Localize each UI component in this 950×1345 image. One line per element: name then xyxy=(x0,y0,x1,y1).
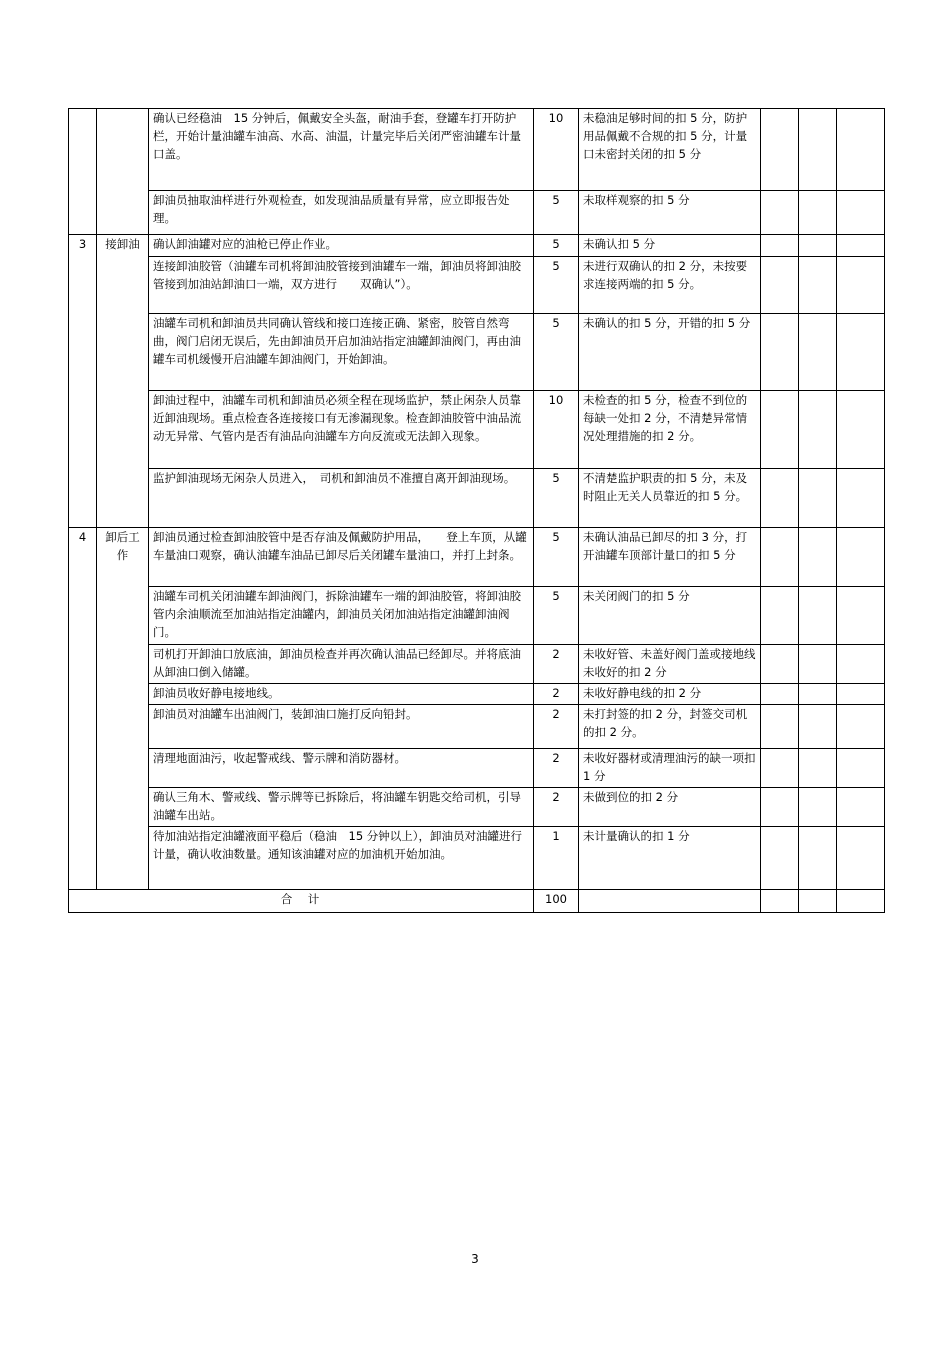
blank-cell xyxy=(761,749,799,788)
table-row xyxy=(69,645,885,684)
total-row xyxy=(69,890,885,913)
step-description: 清理地面油污，收起警戒线、警示牌和消防器材。 xyxy=(149,749,534,788)
blank-cell xyxy=(837,314,885,391)
score-value: 5 xyxy=(534,469,579,528)
blank-cell xyxy=(761,191,799,235)
blank-cell xyxy=(837,109,885,191)
score-value: 2 xyxy=(534,749,579,788)
step-description: 监护卸油现场无闲杂人员进入， 司机和卸油员不准擅自离开卸油现场。 xyxy=(149,469,534,528)
blank-cell xyxy=(761,528,799,587)
step-description: 确认卸油罐对应的油枪已停止作业。 xyxy=(149,235,534,257)
blank-cell xyxy=(761,788,799,827)
score-value: 2 xyxy=(534,788,579,827)
step-description: 确认已经稳油 15 分钟后，佩戴安全头盔，耐油手套，登罐车打开防护栏，开始计量油罐车油高、水高、油温，计量完毕后关闭严密油罐车计量口盖。 xyxy=(149,109,534,191)
deduction-criteria: 未收好静电线的扣 2 分 xyxy=(579,684,761,705)
total-score: 100 xyxy=(534,890,579,913)
score-value: 5 xyxy=(534,314,579,391)
blank-cell xyxy=(761,109,799,191)
blank-cell xyxy=(837,827,885,890)
deduction-criteria: 未收好器材或清理油污的缺一项扣 1 分 xyxy=(579,749,761,788)
page-number: 3 xyxy=(471,1252,479,1266)
blank-cell xyxy=(761,827,799,890)
blank-cell xyxy=(799,890,837,913)
table-row xyxy=(69,257,885,314)
blank-cell xyxy=(761,684,799,705)
blank-cell xyxy=(837,391,885,469)
table-row xyxy=(69,528,885,587)
table-row xyxy=(69,827,885,890)
blank-cell xyxy=(799,827,837,890)
step-description: 待加油站指定油罐液面平稳后（稳油 15 分钟以上），卸油员对油罐进行计量，确认收油数量。通知该油罐对应的加油机开始加油。 xyxy=(149,827,534,890)
deduction-criteria: 不清楚监护职责的扣 5 分，未及时阻止无关人员靠近的扣 5 分。 xyxy=(579,469,761,528)
step-description: 卸油员对油罐车出油阀门，装卸油口施打反向铅封。 xyxy=(149,705,534,749)
table-row xyxy=(69,749,885,788)
blank-cell xyxy=(799,391,837,469)
table-row xyxy=(69,788,885,827)
table-row xyxy=(69,314,885,391)
table-row xyxy=(69,109,885,191)
blank-cell xyxy=(761,587,799,645)
blank-cell xyxy=(837,890,885,913)
blank-cell xyxy=(837,705,885,749)
blank-cell xyxy=(837,191,885,235)
table-row xyxy=(69,235,885,257)
blank-cell xyxy=(799,314,837,391)
step-description: 连接卸油胶管（油罐车司机将卸油胶管接到油罐车一端，卸油员将卸油胶管接到加油站卸油口一端，双方进行 双确认”）。 xyxy=(149,257,534,314)
table-row xyxy=(69,391,885,469)
step-description: 油罐车司机和卸油员共同确认管线和接口连接正确、紧密，胶管自然弯曲，阀门启闭无误后，先由卸油员开启加油站指定油罐卸油阀门，再由油罐车司机缓慢开启油罐车卸油阀门，开始卸油。 xyxy=(149,314,534,391)
total-label: 合 计 xyxy=(69,890,534,913)
item-number: 4 xyxy=(69,528,97,890)
step-description: 油罐车司机关闭油罐车卸油阀门，拆除油罐车一端的卸油胶管，将卸油胶管内余油顺流至加油站指定油罐内，卸油员关闭加油站指定油罐卸油阀门。 xyxy=(149,587,534,645)
deduction-criteria: 未计量确认的扣 1 分 xyxy=(579,827,761,890)
blank-cell xyxy=(761,890,799,913)
score-value: 5 xyxy=(534,235,579,257)
score-value: 2 xyxy=(534,705,579,749)
blank-cell xyxy=(761,257,799,314)
step-description: 卸油员通过检查卸油胶管中是否存油及佩戴防护用品， 登上车顶，从罐车量油口观察，确认油罐车油品已卸尽后关闭罐车量油口，并打上封条。 xyxy=(149,528,534,587)
deduction-criteria: 未确认扣 5 分 xyxy=(579,235,761,257)
item-number: 3 xyxy=(69,235,97,528)
deduction-criteria: 未进行双确认的扣 2 分，未按要求连接两端的扣 5 分。 xyxy=(579,257,761,314)
blank-cell xyxy=(761,645,799,684)
table-row xyxy=(69,191,885,235)
blank-cell xyxy=(799,469,837,528)
table-row xyxy=(69,684,885,705)
deduction-criteria: 未稳油足够时间的扣 5 分，防护用品佩戴不合规的扣 5 分，计量口未密封关闭的扣 5 分 xyxy=(579,109,761,191)
step-description: 确认三角木、警戒线、警示牌等已拆除后，将油罐车钥匙交给司机，引导油罐车出站。 xyxy=(149,788,534,827)
blank-cell xyxy=(799,645,837,684)
blank-cell xyxy=(837,684,885,705)
blank-cell xyxy=(799,235,837,257)
step-description: 卸油过程中，油罐车司机和卸油员必须全程在现场监护，禁止闲杂人员靠近卸油现场。重点检查各连接接口有无渗漏现象。检查卸油胶管中油品流动无异常、气管内是否有油品向油罐车方向反流或无法卸入现象。 xyxy=(149,391,534,469)
deduction-criteria: 未确认的扣 5 分，开错的扣 5 分 xyxy=(579,314,761,391)
score-value: 2 xyxy=(534,684,579,705)
blank-cell xyxy=(761,391,799,469)
step-description: 卸油员抽取油样进行外观检查，如发现油品质量有异常，应立即报告处理。 xyxy=(149,191,534,235)
blank-cell xyxy=(761,314,799,391)
score-value: 2 xyxy=(534,645,579,684)
stage-label xyxy=(97,109,149,235)
blank-cell xyxy=(837,469,885,528)
blank-cell xyxy=(579,890,761,913)
stage-label: 接卸油 xyxy=(97,235,149,528)
blank-cell xyxy=(761,705,799,749)
blank-cell xyxy=(799,684,837,705)
scoring-table xyxy=(68,108,885,913)
blank-cell xyxy=(837,528,885,587)
score-value: 10 xyxy=(534,109,579,191)
blank-cell xyxy=(837,235,885,257)
blank-cell xyxy=(837,749,885,788)
deduction-criteria: 未打封签的扣 2 分，封签交司机的扣 2 分。 xyxy=(579,705,761,749)
table-row xyxy=(69,705,885,749)
table-row xyxy=(69,587,885,645)
deduction-criteria: 未取样观察的扣 5 分 xyxy=(579,191,761,235)
score-value: 5 xyxy=(534,257,579,314)
blank-cell xyxy=(799,109,837,191)
blank-cell xyxy=(799,788,837,827)
step-description: 司机打开卸油口放底油，卸油员检查并再次确认油品已经卸尽。并将底油从卸油口倒入储罐。 xyxy=(149,645,534,684)
item-number xyxy=(69,109,97,235)
deduction-criteria: 未检查的扣 5 分，检查不到位的每缺一处扣 2 分，不清楚异常情况处理措施的扣 2 分。 xyxy=(579,391,761,469)
blank-cell xyxy=(799,257,837,314)
deduction-criteria: 未确认油品已卸尽的扣 3 分，打开油罐车顶部计量口的扣 5 分 xyxy=(579,528,761,587)
deduction-criteria: 未关闭阀门的扣 5 分 xyxy=(579,587,761,645)
blank-cell xyxy=(799,528,837,587)
blank-cell xyxy=(799,705,837,749)
blank-cell xyxy=(799,749,837,788)
blank-cell xyxy=(837,257,885,314)
blank-cell xyxy=(837,587,885,645)
blank-cell xyxy=(837,645,885,684)
score-value: 10 xyxy=(534,391,579,469)
blank-cell xyxy=(799,191,837,235)
blank-cell xyxy=(761,469,799,528)
score-value: 5 xyxy=(534,528,579,587)
blank-cell xyxy=(799,587,837,645)
deduction-criteria: 未做到位的扣 2 分 xyxy=(579,788,761,827)
score-value: 1 xyxy=(534,827,579,890)
table-row xyxy=(69,469,885,528)
blank-cell xyxy=(761,235,799,257)
blank-cell xyxy=(837,788,885,827)
score-value: 5 xyxy=(534,587,579,645)
step-description: 卸油员收好静电接地线。 xyxy=(149,684,534,705)
deduction-criteria: 未收好管、未盖好阀门盖或接地线未收好的扣 2 分 xyxy=(579,645,761,684)
score-value: 5 xyxy=(534,191,579,235)
stage-label: 卸后工作 xyxy=(97,528,149,890)
